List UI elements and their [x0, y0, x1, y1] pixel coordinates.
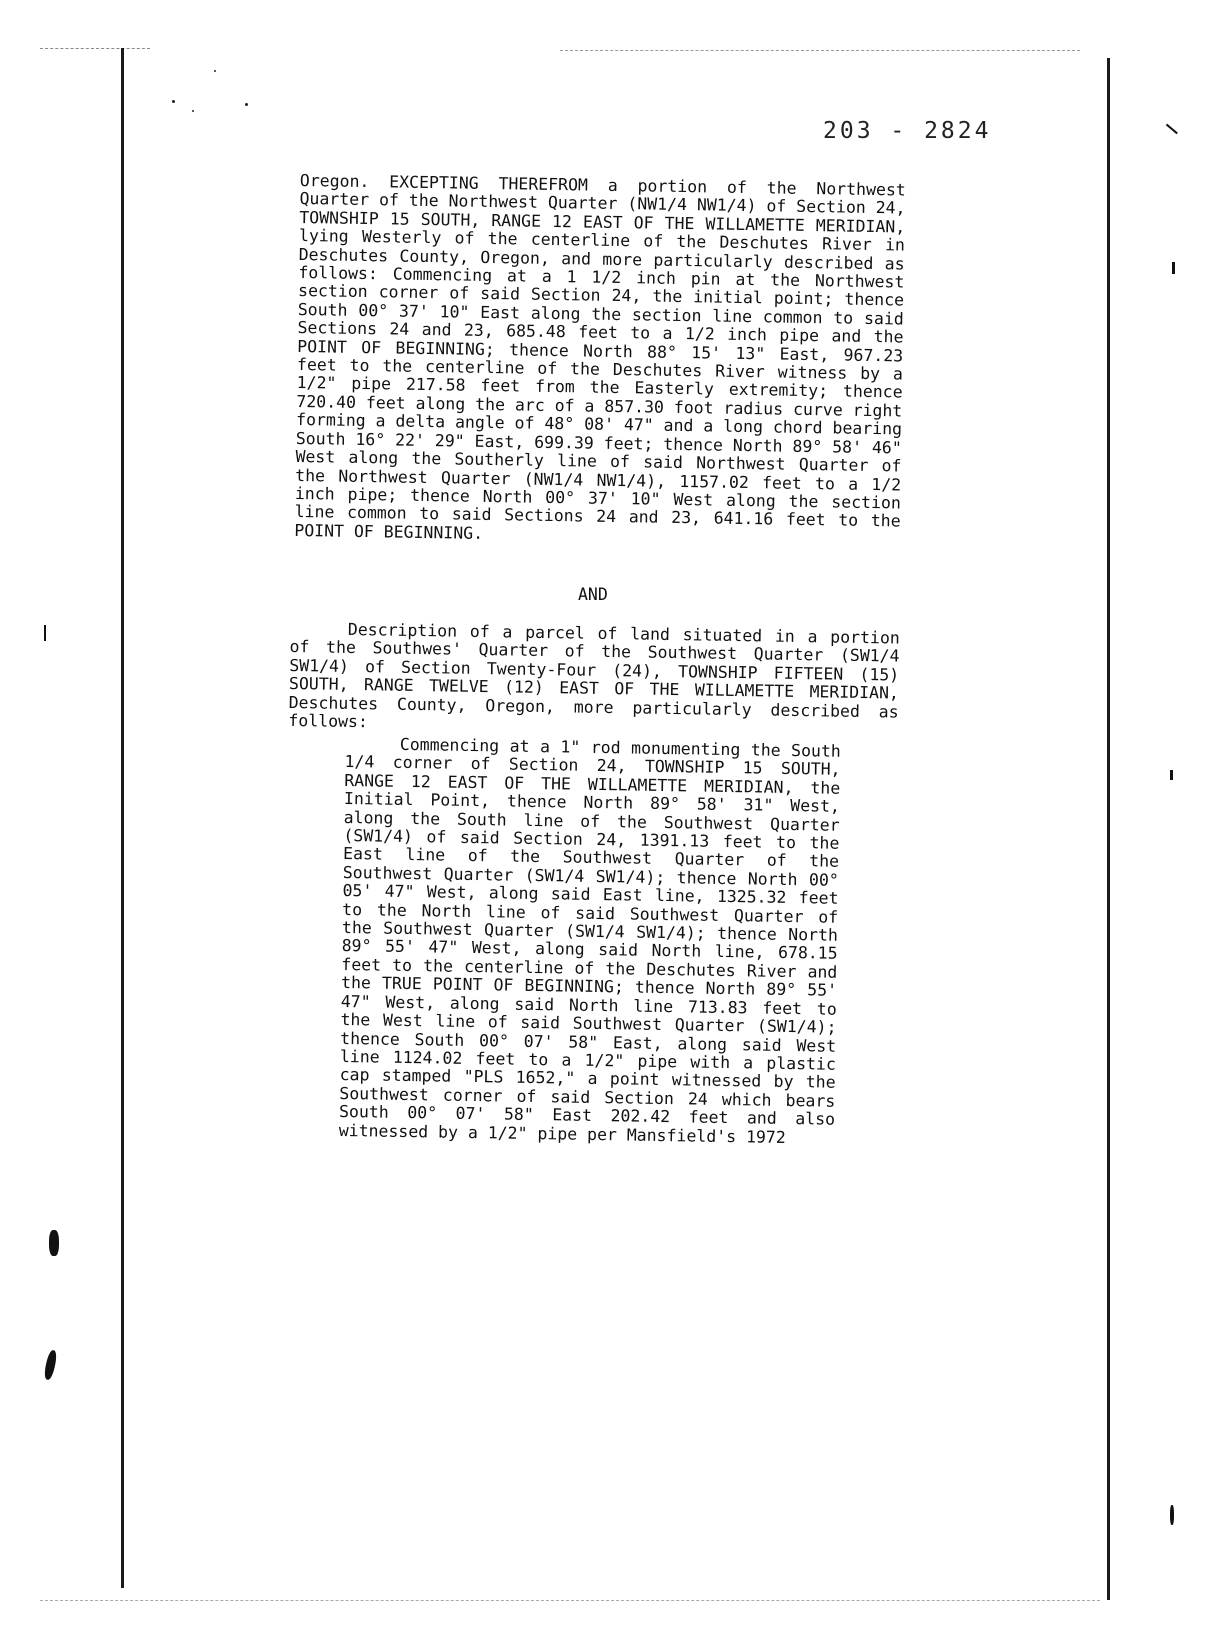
scan-speck	[214, 70, 216, 72]
scan-blot	[49, 1230, 59, 1256]
excepting-paragraph: Oregon. EXCEPTING THEREFROM a portion of the Northwest Quarter of the Northwest Quarter (NW1/4 NW1/4) of Section 24, TOWNSHIP 15 SOUTH, RANGE 12 EAST OF THE WILLAMETTE MERIDIAN, lying Westerly of the centerline of the Deschutes River in Deschutes County, Oregon, and more particularly described as follows: Commencing at a 1 1/2 inch pin at the Northwest section corner of said Section 24, the initial point; thence South 00° 37' 10" East along the section line common to said Sections 24 and 23, 685.48 feet to a 1/2 inch pipe and the POINT OF BEGINNING; thence North 88° 15' 13" East, 967.23 feet to the centerline of the Deschutes River witness by a 1/2" pipe 217.58 feet from the Easterly extremity; thence 720.40 feet along the arc of a 857.30 foot radius curve right forming a delta angle of 48° 08' 47" and a long chord bearing South 16° 22' 29" East, 699.39 feet; thence North 89° 58' 46" West along the Southerly line of said Northwest Quarter of the Northwest Quarter (NW1/4 NW1/4), 1157.02 feet to a 1/2 inch pipe; thence North 00° 37' 10" West along the section line common to said Sections 24 and 23, 641.16 feet to the POINT OF BEGINNING.	[294, 171, 906, 543]
and-separator: AND	[578, 585, 608, 604]
scan-mark	[1170, 770, 1173, 780]
scan-speck	[245, 103, 248, 106]
scan-mark	[1172, 262, 1175, 274]
scan-mark	[44, 625, 46, 641]
commencing-paragraph: Commencing at a 1" rod monumenting the South 1/4 corner of Section 24, TOWNSHIP 15 SOUTH, RANGE 12 EAST OF THE WILLAMETTE MERIDIAN, the Initial Point, thence North 89° 58' 31" West, along the South line of the Southwest Quarter (SW1/4) of said Section 24, 1391.13 feet to the East line of the Southwest Quarter of the Southwest Quarter (SW1/4 SW1/4); thence North 00° 05' 47" West, along said East line, 1325.32 feet to the North line of said Southwest Quarter of the Southwest Quarter (SW1/4 SW1/4); thence North 89° 55' 47" West, along said North line, 678.15 feet to the centerline of the Deschutes River and the TRUE POINT OF BEGINNING; thence North 89° 55' 47" West, along said North line 713.83 feet to the West line of said Southwest Quarter (SW1/4); thence South 00° 07' 58" East, along said West line 1124.02 feet to a 1/2" pipe with a plastic cap stamped "PLS 1652," a point witnessed by the Southwest corner of said Section 24 which bears South 00° 07' 58" East 202.42 feet and also witnessed by a 1/2" pipe per Mansfield's 1972	[338, 734, 841, 1147]
scan-speck	[192, 110, 194, 112]
scan-mark	[1166, 124, 1178, 134]
bottom-scan-rule	[40, 1600, 1100, 1602]
scan-mark	[1170, 1505, 1174, 1525]
left-margin-line	[121, 48, 124, 1588]
scan-blot	[43, 1349, 58, 1380]
top-scan-rule-left	[40, 48, 150, 50]
right-margin-line	[1107, 58, 1110, 1600]
parcel-description-paragraph: Description of a parcel of land situated in a portion of the Southwes' Quarter of the Southwest Quarter (SW1/4 SW1/4) of Section Twenty-Four (24), TOWNSHIP FIFTEEN (15) SOUTH, RANGE TWELVE (12) EAST OF THE WILLAMETTE MERIDIAN, Deschutes County, Oregon, more particularly described as follows:	[288, 619, 900, 732]
top-scan-rule-right	[560, 50, 1080, 52]
scan-speck	[172, 100, 175, 103]
recording-number: 203 - 2824	[823, 118, 992, 144]
